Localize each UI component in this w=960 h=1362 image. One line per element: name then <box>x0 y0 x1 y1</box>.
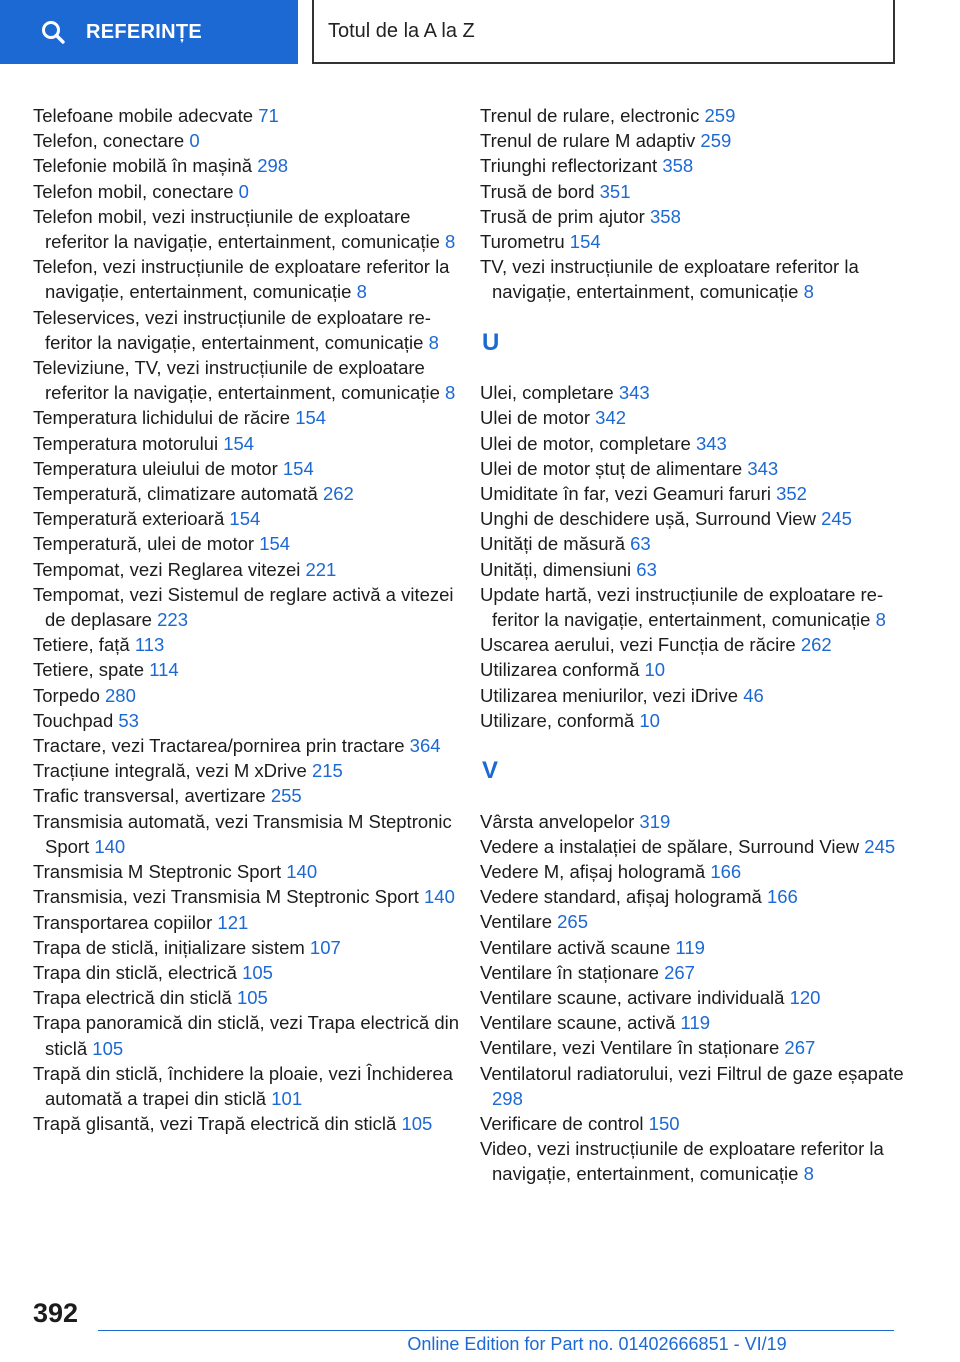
index-entry <box>480 456 910 481</box>
index-group-t <box>480 103 910 305</box>
index-page-link[interactable]: 166 <box>766 886 798 908</box>
edition-text: Online Edition for Part no. 01402666851 - VI/19 <box>407 1334 787 1354</box>
index-entry <box>33 481 463 506</box>
footer-divider <box>98 1330 894 1331</box>
index-column-right <box>480 103 910 1187</box>
index-entry <box>33 431 463 456</box>
index-entry-text: Telefon mobil, conectare <box>33 180 239 202</box>
index-page-link[interactable]: 358 <box>662 155 694 177</box>
index-entry <box>480 1061 910 1111</box>
index-page-link[interactable]: 140 <box>94 835 126 857</box>
index-page-link[interactable]: 10 <box>639 709 660 731</box>
index-entry-text: Ulei de motor, completare <box>480 432 691 454</box>
index-entry <box>480 884 910 909</box>
index-page-link[interactable]: 255 <box>270 785 302 807</box>
index-entry-text: Ventilare în staționare <box>480 961 659 983</box>
index-entry <box>480 632 910 657</box>
index-entry-text: Video, vezi instrucțiunile de exploatare referitor la navigație, entertainment, comunicație <box>480 1138 884 1185</box>
index-page-link[interactable]: 150 <box>648 1113 680 1135</box>
index-page-link[interactable]: 245 <box>821 508 852 530</box>
index-page-link[interactable]: 267 <box>784 1037 816 1059</box>
index-entry-text: Telefonie mobilă în mașină <box>33 155 253 177</box>
index-entry-text: Temperatură, climatizare automată <box>33 483 318 505</box>
index-entry-text: TV, vezi instrucțiunile de exploatare referitor la navigație, entertainment, comunicație <box>480 256 859 303</box>
index-page-link[interactable]: 154 <box>223 432 255 454</box>
index-entry-text: Trapa panoramică din sticlă, vezi Trapa electrică din sticlă <box>33 1012 460 1059</box>
index-group-u <box>480 380 910 733</box>
index-entry <box>480 481 910 506</box>
index-page-link[interactable]: 119 <box>675 936 705 958</box>
index-entry-text: Vârsta anvelopelor <box>480 810 635 832</box>
index-page-link[interactable]: 259 <box>704 105 736 126</box>
index-page-link[interactable]: 8 <box>445 382 456 404</box>
tab-totul-de-la-a-la-z[interactable]: Totul de la A la Z <box>312 0 895 64</box>
index-entry <box>480 153 910 178</box>
index-entry-text: Ventilare scaune, activă <box>480 1012 676 1034</box>
index-entry-text: Transportarea copiilor <box>33 911 213 933</box>
index-entry <box>480 103 910 128</box>
index-entry <box>33 531 463 556</box>
index-page-link[interactable]: 166 <box>710 861 742 882</box>
index-entry-text: Vedere M, afișaj hologramă <box>480 861 706 882</box>
index-page-link[interactable]: 10 <box>644 659 666 681</box>
index-page-link[interactable]: 245 <box>864 835 896 857</box>
index-page-link[interactable]: 140 <box>286 861 318 883</box>
index-page-link[interactable]: 8 <box>445 231 456 253</box>
index-entry <box>33 783 463 808</box>
index-entry-text: Trapa din sticlă, electrică <box>33 961 237 983</box>
index-page-link[interactable]: 259 <box>700 130 732 152</box>
index-page-link[interactable]: 105 <box>92 1037 124 1059</box>
index-entry <box>33 910 463 935</box>
index-page-link[interactable]: 342 <box>595 407 627 429</box>
index-page-link[interactable]: 8 <box>803 1163 814 1185</box>
index-page-link[interactable]: 8 <box>803 281 814 303</box>
index-page-link[interactable]: 352 <box>776 483 807 504</box>
index-entry <box>480 229 910 254</box>
index-entry <box>33 884 463 909</box>
page-number: 392 <box>33 1298 79 1328</box>
index-entry <box>480 985 910 1010</box>
index-entry <box>480 909 910 934</box>
index-page-link[interactable]: 319 <box>639 810 671 832</box>
index-page-link[interactable]: 265 <box>557 911 589 933</box>
index-entry <box>480 582 910 632</box>
index-page-link[interactable]: 358 <box>650 205 681 227</box>
index-entry-text: Transmisia, vezi Transmisia M Steptronic Sport <box>33 886 419 908</box>
index-entry <box>33 657 463 682</box>
index-entry <box>33 1111 463 1136</box>
index-page-link[interactable]: 105 <box>242 961 273 983</box>
index-entry <box>480 834 910 859</box>
index-entry <box>480 531 910 556</box>
index-entry-text: Telefon, conectare <box>33 130 190 152</box>
tab-referinte-label: REFERINȚE <box>86 20 203 43</box>
index-entry-text: Temperatura uleiului de motor <box>33 457 278 479</box>
index-entry <box>480 204 910 229</box>
index-entry <box>480 657 910 682</box>
index-entry-text: Unghi de deschidere ușă, Surround View <box>480 508 816 530</box>
index-entry <box>33 632 463 657</box>
index-page-link[interactable]: 114 <box>149 659 179 681</box>
index-entry-text: Temperatură exterioară <box>33 508 225 530</box>
index-entry <box>33 758 463 783</box>
index-entry-text: Ventilare activă scaune <box>480 936 671 958</box>
index-entry <box>480 431 910 456</box>
index-entry <box>33 557 463 582</box>
index-entry-text: Telefon, vezi instrucțiunile de exploatare referitor la navigație, entertainment, comunicație <box>33 256 450 303</box>
index-entry-text: Vedere standard, afișaj hologramă <box>480 886 762 908</box>
index-group-v <box>480 809 910 1187</box>
tab-referinte[interactable] <box>0 0 298 64</box>
index-entry-text: Telefon mobil, vezi instrucțiunile de exploatare referitor la navigație, entertainment, comunicație <box>33 205 440 253</box>
index-page-link[interactable]: 351 <box>599 180 631 202</box>
index-entry-text: Trapă glisantă, vezi Trapă electrică din sticlă <box>33 1113 397 1135</box>
index-entry <box>480 557 910 582</box>
index-entry-text: Turometru <box>480 231 565 253</box>
index-entry <box>33 456 463 481</box>
index-page-link[interactable]: 215 <box>311 760 343 782</box>
index-page-link[interactable]: 113 <box>134 634 165 656</box>
index-page-link[interactable]: 154 <box>282 457 314 479</box>
index-entry-text: Trapa de sticlă, inițializare sistem <box>33 936 305 958</box>
index-entry <box>480 179 910 204</box>
index-entry <box>33 859 463 884</box>
index-page-link[interactable]: 0 <box>238 180 249 202</box>
index-entry <box>480 1010 910 1035</box>
index-entry-text: Tetiere, față <box>33 634 130 656</box>
index-page-link[interactable]: 121 <box>217 911 249 933</box>
index-entry-text: Uscarea aerului, vezi Funcția de răcire <box>480 634 796 656</box>
index-page-link[interactable]: 119 <box>680 1012 711 1034</box>
index-page-link[interactable]: 8 <box>428 331 439 353</box>
index-page-link[interactable]: 63 <box>636 558 657 580</box>
index-page-link[interactable]: 71 <box>258 105 279 126</box>
index-entry <box>33 809 463 859</box>
index-entry-text: Transmisia M Steptronic Sport <box>33 861 282 883</box>
index-entry <box>33 128 463 153</box>
footer-edition <box>300 1334 894 1355</box>
index-page-link[interactable]: 223 <box>157 609 188 631</box>
index-entry <box>480 254 910 304</box>
index-page-link[interactable]: 364 <box>409 735 441 757</box>
index-entry-text: Ventilare, vezi Ventilare în staționare <box>480 1037 780 1059</box>
index-entry <box>480 960 910 985</box>
index-page-link[interactable]: 107 <box>309 936 341 958</box>
index-entry <box>33 708 463 733</box>
index-page-link[interactable]: 8 <box>356 281 367 303</box>
index-page-link[interactable]: 280 <box>105 684 136 706</box>
index-page-link[interactable]: 298 <box>257 155 289 177</box>
index-entry-text: Utilizarea conformă <box>480 659 640 681</box>
index-entry <box>33 179 463 204</box>
index-entry-text: Ventilare <box>480 911 552 933</box>
index-entry-text: Tempomat, vezi Reglarea vitezei <box>33 558 301 580</box>
index-letter-u: U <box>482 328 500 356</box>
index-page-link[interactable]: 343 <box>747 457 779 479</box>
index-entry <box>33 405 463 430</box>
index-entry <box>480 506 910 531</box>
index-page-link[interactable]: 154 <box>229 508 261 530</box>
index-page-link[interactable]: 46 <box>743 684 764 706</box>
index-entry-text: Triunghi reflectorizant <box>480 155 658 177</box>
index-entry-text: Utilizarea meniurilor, vezi iDrive <box>480 684 739 706</box>
index-page-link[interactable]: 221 <box>305 558 337 580</box>
index-entry-text: Telefoane mobile adecvate <box>33 105 254 126</box>
index-page-link[interactable]: 267 <box>664 961 695 983</box>
header <box>0 0 960 66</box>
index-entry <box>33 1010 463 1060</box>
index-entry <box>480 935 910 960</box>
index-entry-text: Verificare de control <box>480 1113 644 1135</box>
index-entry-text: Trusă de prim ajutor <box>480 205 645 227</box>
index-entry <box>480 128 910 153</box>
index-entry <box>33 204 463 254</box>
index-entry <box>480 1136 910 1186</box>
index-entry-text: Trafic transversal, avertizare <box>33 785 266 807</box>
index-column-left <box>33 103 463 1136</box>
index-entry <box>33 960 463 985</box>
index-entry-text: Vedere a instalației de spălare, Surround View <box>480 835 860 857</box>
index-entry <box>33 985 463 1010</box>
index-entry <box>33 305 463 355</box>
index-page-link[interactable]: 140 <box>424 886 455 908</box>
index-entry <box>33 254 463 304</box>
index-entry-text: Teleservices, vezi instrucțiunile de exploatare referitor la navigație, entertainment, comunicație <box>33 306 431 353</box>
index-entry-text: Unități, dimensiuni <box>480 558 632 580</box>
index-entry <box>33 733 463 758</box>
index-entry <box>480 809 910 834</box>
index-entry-text: Ventilatorul radiatorului, vezi Filtrul de gaze eșapate <box>480 1062 904 1084</box>
index-page-link[interactable]: 343 <box>695 432 727 454</box>
index-entry-text: Utilizare, conformă <box>480 709 635 731</box>
index-entry <box>480 405 910 430</box>
index-entry-text: Temperatura motorului <box>33 432 219 454</box>
index-entry <box>33 153 463 178</box>
index-entry <box>33 355 463 405</box>
index-entry-text: Ulei de motor ștuț de alimentare <box>480 457 743 479</box>
index-entry <box>33 1061 463 1111</box>
index-page-link[interactable]: 120 <box>789 987 821 1009</box>
index-page-link[interactable]: 298 <box>492 1087 523 1109</box>
index-entry <box>33 935 463 960</box>
index-entry-text: Unități de măsură <box>480 533 625 555</box>
index-entry-text: Trenul de rulare M adaptiv <box>480 130 696 152</box>
index-page-link[interactable]: 154 <box>295 407 327 429</box>
index-page-link[interactable]: 63 <box>630 533 651 555</box>
index-page-link[interactable]: 262 <box>322 483 354 505</box>
index-entry-text: Trusă de bord <box>480 180 595 202</box>
index-entry-text: Touchpad <box>33 709 114 731</box>
index-page-link[interactable]: 8 <box>875 609 886 631</box>
index-page-link[interactable]: 105 <box>236 987 268 1009</box>
index-page-link[interactable]: 53 <box>118 709 139 731</box>
index-entry-text: Transmisia automată, vezi Transmisia M Steptronic Sport <box>33 810 452 857</box>
search-icon <box>40 19 66 45</box>
index-entry <box>33 683 463 708</box>
index-entry <box>480 380 910 405</box>
index-entry-text: Ventilare scaune, activare individuală <box>480 987 785 1009</box>
index-entry-text: Trenul de rulare, electronic <box>480 105 700 126</box>
index-page-link[interactable]: 0 <box>189 130 200 152</box>
index-entry-text: Trapa electrică din sticlă <box>33 987 232 1009</box>
index-page-link[interactable]: 154 <box>259 533 291 555</box>
index-entry-text: Temperatură, ulei de motor <box>33 533 255 555</box>
index-entry <box>480 708 910 733</box>
index-entry-text: Temperatura lichidului de răcire <box>33 407 291 429</box>
index-entry <box>480 859 910 884</box>
index-entry <box>480 683 910 708</box>
index-entry-text: Tetiere, spate <box>33 659 145 681</box>
index-entry-text: Tracțiune integrală, vezi M xDrive <box>33 760 307 782</box>
index-entry-text: Torpedo <box>33 684 100 706</box>
index-entry-text: Trapă din sticlă, închidere la ploaie, vezi Închiderea automată a trapei din sticlă <box>33 1062 453 1109</box>
index-entry-text: Tractare, vezi Tractarea/pornirea prin tractare <box>33 735 405 757</box>
index-entry-text: Umiditate în far, vezi Geamuri faruri <box>480 483 771 504</box>
index-entry-text: Update hartă, vezi instrucțiunile de exploatare referitor la navigație, entertainment, comunicație <box>480 583 884 631</box>
index-entry-text: Ulei, completare <box>480 382 614 404</box>
index-entry <box>33 506 463 531</box>
index-entry-text: Ulei de motor <box>480 407 591 429</box>
index-page-link[interactable]: 101 <box>271 1087 303 1109</box>
index-entry <box>480 1035 910 1060</box>
index-page-link[interactable]: 343 <box>618 382 650 404</box>
index-entry-text: Tempomat, vezi Sistemul de reglare activă a vitezei de deplasare <box>33 583 454 631</box>
index-letter-v: V <box>482 757 499 785</box>
index-entry-text: Televiziune, TV, vezi instrucțiunile de exploatare referitor la navigație, entertainment, comunicație <box>33 357 440 404</box>
index-page-link[interactable]: 105 <box>401 1113 433 1135</box>
index-entry <box>33 103 463 128</box>
index-page-link[interactable]: 262 <box>800 634 832 656</box>
index-entry <box>33 582 463 632</box>
index-page-link[interactable]: 154 <box>569 231 601 253</box>
index-entry <box>480 1111 910 1136</box>
